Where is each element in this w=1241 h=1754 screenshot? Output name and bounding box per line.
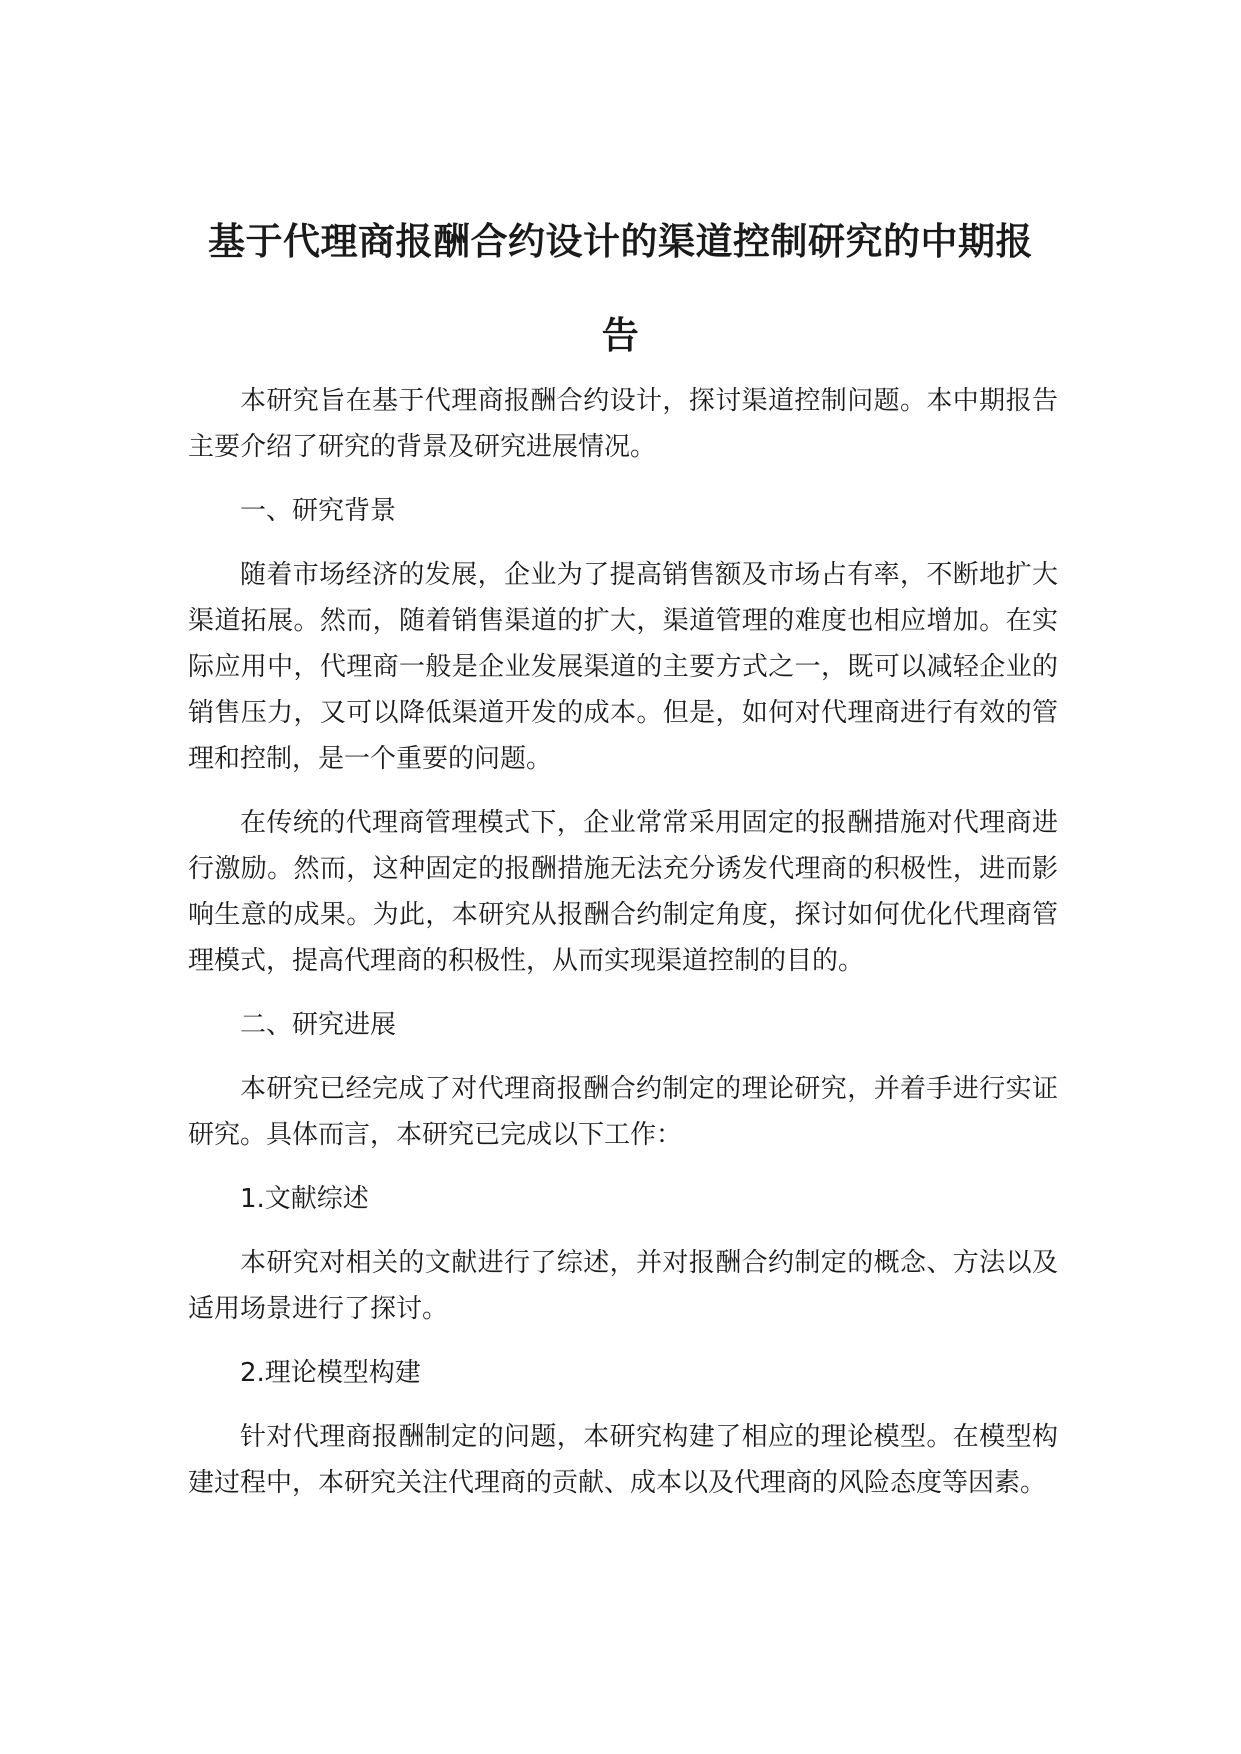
document-title: 基于代理商报酬合约设计的渠道控制研究的中期报告 xyxy=(208,219,1033,357)
subsection-heading-literature: 1.文献综述 xyxy=(240,1184,369,1214)
document-body xyxy=(188,378,1058,1524)
model-paragraph: 针对代理商报酬制定的问题，本研究构建了相应的理论模型。在模型构建过程中，本研究关注代理商的贡献、成本以及代理商的风险态度等因素。 xyxy=(188,1422,1058,1498)
background-paragraph-2: 在传统的代理商管理模式下，企业常常采用固定的报酬措施对代理商进行激励。然而，这种固定的报酬措施无法充分诱发代理商的积极性，进而影响生意的成果。为此，本研究从报酬合约制定角度，探讨如何优化代理商管理模式，提高代理商的积极性，从而实现渠道控制的目的。 xyxy=(188,808,1058,976)
section-heading-background: 一、研究背景 xyxy=(240,496,397,526)
literature-paragraph: 本研究对相关的文献进行了综述，并对报酬合约制定的概念、方法以及适用场景进行了探讨。 xyxy=(188,1248,1058,1324)
background-paragraph-1: 随着市场经济的发展，企业为了提高销售额及市场占有率，不断地扩大渠道拓展。然而，随着销售渠道的扩大，渠道管理的难度也相应增加。在实际应用中，代理商一般是企业发展渠道的主要方式之一，既可以减轻企业的销售压力，又可以降低渠道开发的成本。但是，如何对代理商进行有效的管理和控制，是一个重要的问题。 xyxy=(188,560,1058,774)
progress-paragraph: 本研究已经完成了对代理商报酬合约制定的理论研究，并着手进行实证研究。具体而言，本研究已完成以下工作： xyxy=(188,1074,1058,1150)
subsection-heading-model: 2.理论模型构建 xyxy=(240,1358,421,1388)
section-heading-progress: 二、研究进展 xyxy=(240,1010,397,1040)
intro-paragraph: 本研究旨在基于代理商报酬合约设计，探讨渠道控制问题。本中期报告主要介绍了研究的背景及研究进展情况。 xyxy=(188,386,1058,462)
